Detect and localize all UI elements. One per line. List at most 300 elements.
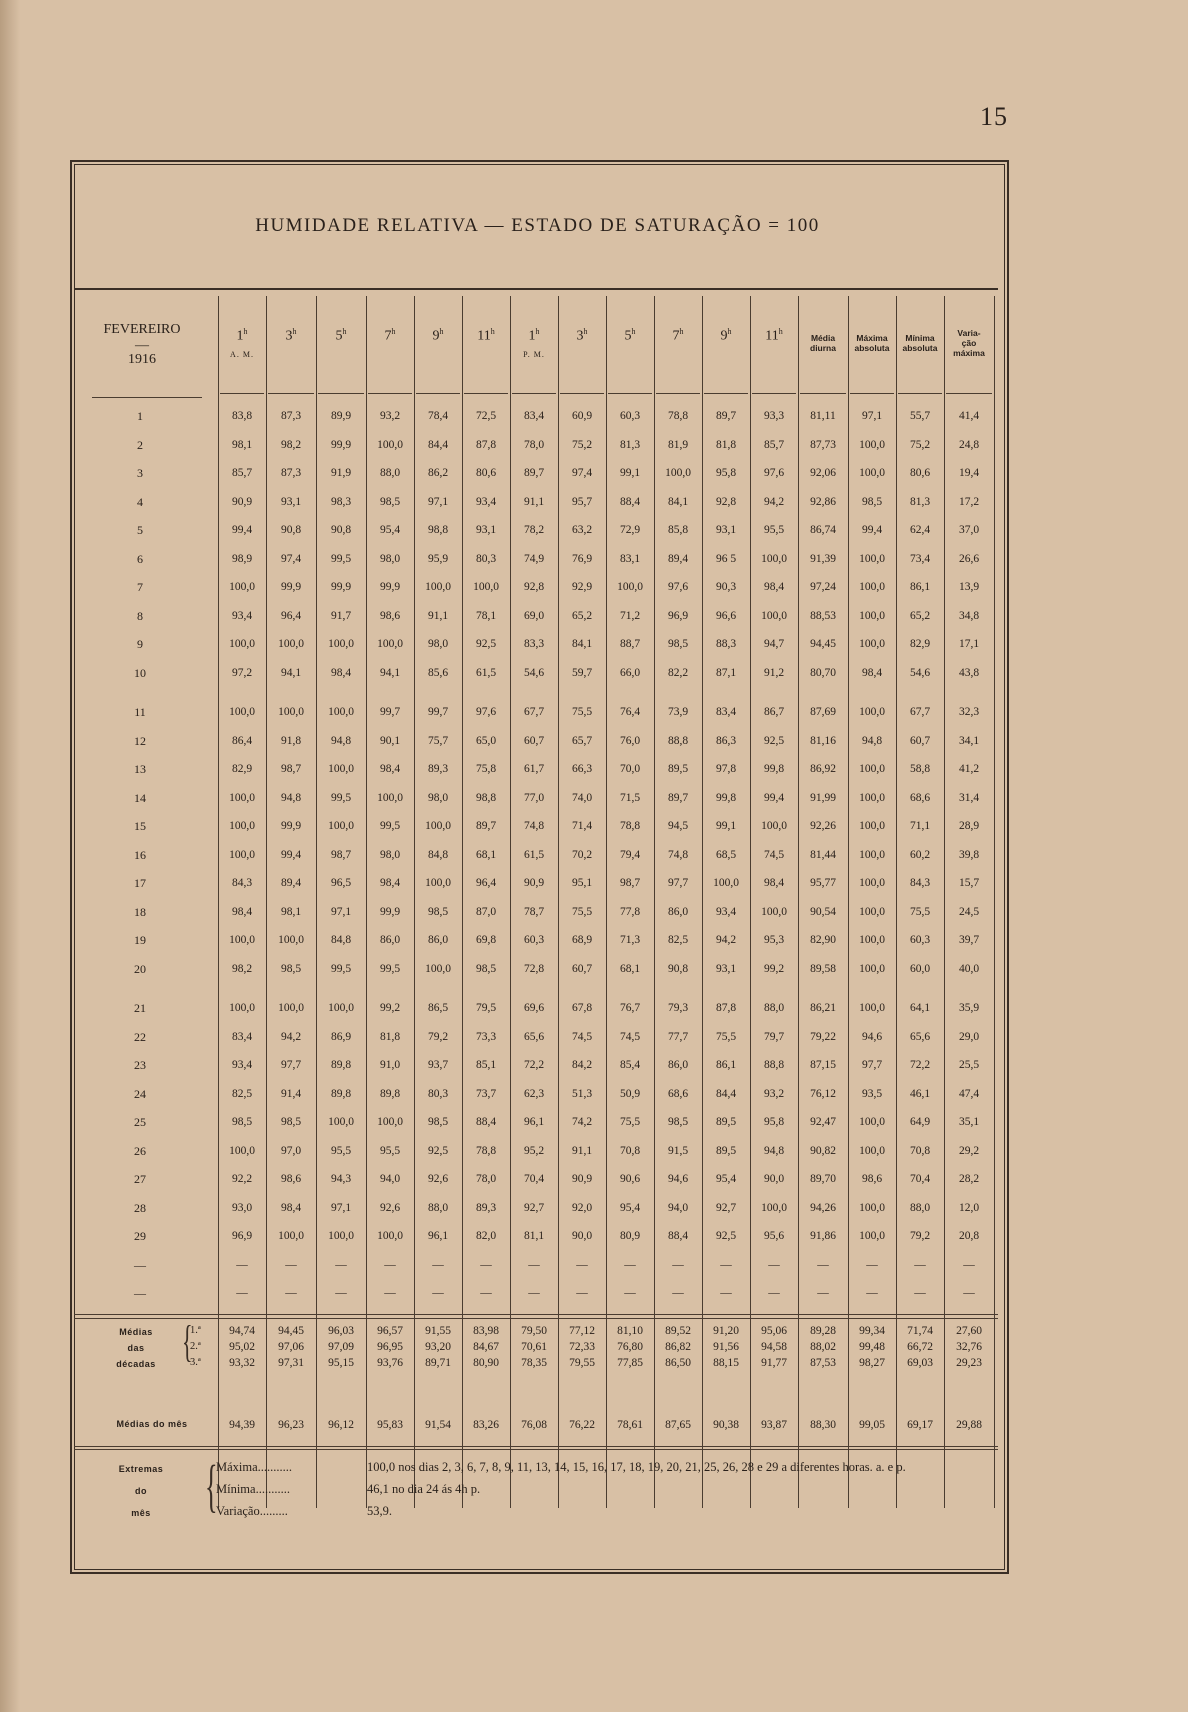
table-cell: 67,8	[571, 1002, 593, 1014]
table-cell: 100,0	[859, 962, 885, 975]
table-cell: 72,9	[619, 524, 641, 536]
table-cell: 90,9	[571, 1173, 593, 1185]
table-cell: 77,8	[619, 905, 641, 918]
header-underline	[656, 393, 700, 394]
table-cell: 93,1	[715, 524, 737, 536]
table-cell: 90,3	[715, 581, 737, 593]
table-cell: 95,4	[379, 524, 401, 536]
table-cell: 84,8	[427, 848, 449, 861]
day-number: 5	[137, 523, 143, 537]
table-cell: 79,2	[427, 1030, 449, 1043]
table-cell: 28,2	[958, 1173, 980, 1185]
decade-mean-cell: 99,48	[859, 1341, 885, 1353]
period-label	[485, 350, 488, 359]
stat-header-text: Mínima	[905, 333, 935, 343]
month-dash: —	[135, 338, 149, 353]
table-cell: 68,1	[619, 962, 641, 975]
hour-label	[765, 327, 782, 345]
header-underline	[704, 393, 748, 394]
table-cell: 79,2	[909, 1230, 931, 1242]
table-cell: 79,7	[763, 1030, 785, 1043]
extreme-value: 46,1 no dia 24 ás 4h p.	[367, 1482, 481, 1496]
table-cell: 77,0	[523, 791, 545, 804]
table-cell: —	[335, 1258, 347, 1271]
table-cell: 78,2	[523, 524, 545, 536]
table-cell: 85,4	[619, 1059, 641, 1071]
table-cell: 100,0	[859, 638, 885, 650]
table-cell: 98,9	[231, 552, 253, 565]
hour-number: 3	[576, 328, 584, 344]
table-cell: —	[384, 1258, 396, 1271]
table-cell: 86,1	[909, 581, 931, 593]
decade-mean-cell: 97,09	[328, 1341, 354, 1353]
table-cell: 82,2	[667, 666, 689, 679]
table-cell: 88,0	[379, 467, 401, 479]
table-cell: 97,1	[330, 1201, 352, 1214]
table-cell: 17,2	[958, 495, 980, 508]
decade-means-label: das	[127, 1343, 145, 1353]
table-cell: 98,4	[763, 877, 785, 889]
table-cell: 51,3	[571, 1087, 593, 1100]
table-cell: 86,0	[427, 934, 449, 946]
table-cell: 99,9	[330, 438, 352, 451]
table-cell: 100,0	[229, 1144, 255, 1157]
table-cell: 81,44	[810, 848, 836, 861]
table-cell: 70,4	[523, 1173, 545, 1185]
decade-mean-cell: 79,55	[569, 1357, 595, 1369]
table-cell: 81,8	[715, 438, 737, 451]
table-cell: 99,4	[231, 524, 253, 536]
period-label	[290, 350, 293, 359]
month-mean-cell: 99,05	[859, 1419, 885, 1431]
table-cell: 99,8	[715, 791, 737, 804]
hour-number: 3	[285, 328, 293, 344]
table-cell: 95,3	[763, 934, 785, 946]
table-cell: 90,8	[667, 962, 689, 975]
table-cell: 60,3	[619, 410, 641, 422]
day-number: 22	[134, 1029, 146, 1044]
table-cell: 99,8	[763, 763, 785, 775]
day-number: 15	[134, 819, 146, 833]
table-cell: 90,82	[810, 1144, 836, 1157]
table-cell: 74,2	[571, 1116, 593, 1128]
table-cell: 80,9	[619, 1230, 641, 1242]
header-underline	[368, 393, 412, 394]
table-cell: 100,0	[425, 962, 451, 975]
table-cell: —	[480, 1287, 492, 1299]
decade-mean-cell: 78,35	[521, 1357, 547, 1369]
table-cell: 73,7	[475, 1087, 497, 1100]
table-cell: —	[672, 1287, 684, 1299]
table-cell: 25,5	[958, 1059, 980, 1071]
table-cell: 99,9	[330, 581, 352, 593]
table-cell: 98,7	[330, 848, 352, 861]
day-number: 19	[134, 933, 146, 947]
stat-header-text: absoluta	[902, 343, 938, 353]
table-cell: 93,1	[475, 524, 497, 536]
period-label	[389, 350, 392, 359]
table-cell: 92,5	[475, 638, 497, 650]
table-cell: 86,0	[667, 905, 689, 918]
decade-mean-cell: 83,98	[473, 1325, 499, 1337]
decade-ordinal: 1.ª	[190, 1325, 201, 1336]
decade-mean-cell: 96,95	[377, 1341, 403, 1353]
table-cell: 70,0	[619, 763, 641, 775]
table-cell: 100,0	[859, 581, 885, 593]
table-cell: 76,12	[810, 1087, 836, 1100]
table-cell: 85,1	[475, 1059, 497, 1071]
table-cell: 64,1	[909, 1002, 931, 1014]
table-cell: 35,1	[958, 1116, 980, 1128]
hour-suffix: h	[439, 326, 444, 336]
column-header-hour	[316, 296, 366, 390]
stat-header-text: ção	[961, 338, 977, 348]
table-cell: 98,4	[379, 877, 401, 889]
period-label	[629, 350, 632, 359]
table-cell: 89,4	[667, 552, 689, 565]
table-cell: 75,5	[715, 1030, 737, 1043]
page-number: 15	[980, 102, 1008, 131]
table-cell: 100,0	[278, 1230, 304, 1242]
day-number: 18	[134, 904, 146, 919]
stat-header-text: Máxima	[856, 333, 888, 343]
table-cell: 94,1	[379, 666, 401, 679]
table-cell: 72,8	[523, 962, 545, 975]
table-cell: 82,5	[667, 934, 689, 946]
table-cell: 97,4	[280, 552, 302, 565]
month-mean-cell: 91,54	[425, 1419, 451, 1431]
table-cell: 100,0	[229, 581, 255, 593]
table-cell: 100,0	[278, 638, 304, 650]
table-cell: 78,8	[667, 410, 689, 422]
table-cell: 86,2	[427, 467, 449, 479]
decade-brace: {	[182, 1317, 193, 1366]
table-cell: 92,6	[427, 1173, 449, 1185]
table-cell: 88,0	[909, 1201, 931, 1214]
table-cell: 98,0	[379, 848, 401, 861]
table-cell: 60,3	[523, 934, 545, 946]
table-cell: 58,8	[909, 763, 931, 775]
table-cell: 92,9	[571, 581, 593, 593]
month-mean-cell: 88,30	[810, 1419, 836, 1431]
table-cell: 97,1	[861, 410, 883, 422]
table-cell: 100,0	[229, 791, 255, 804]
table-cell: 100,0	[761, 609, 787, 622]
hour-number: 7	[672, 328, 680, 344]
table-cell: 74,5	[619, 1030, 641, 1043]
day-number: 24	[134, 1086, 146, 1101]
table-cell: 88,53	[810, 609, 836, 622]
table-cell: 100,0	[229, 934, 255, 946]
table-cell: 86,92	[810, 763, 836, 775]
table-cell: 65,0	[475, 734, 497, 747]
table-cell: 91,1	[427, 609, 449, 622]
hour-suffix: h	[631, 326, 636, 336]
table-cell: 93,1	[715, 962, 737, 975]
table-cell: 87,3	[280, 410, 302, 422]
table-cell: 98,6	[280, 1173, 302, 1185]
table-cell: 100,0	[278, 1002, 304, 1014]
hour-suffix: h	[342, 326, 347, 336]
hour-number: 11	[765, 328, 779, 344]
table-cell: 94,6	[667, 1173, 689, 1185]
column-header-stat	[848, 296, 896, 390]
decade-mean-cell: 95,02	[229, 1341, 255, 1353]
table-cell: 98,4	[231, 905, 253, 918]
table-title: HUMIDADE RELATIVA — ESTADO DE SATURAÇÃO = 100	[255, 215, 820, 236]
day-number: 3	[137, 466, 143, 480]
header-underline	[416, 393, 460, 394]
decade-mean-cell: 98,27	[859, 1357, 885, 1369]
decade-ordinal: 3.ª	[190, 1357, 201, 1368]
column-header-hour	[558, 296, 606, 390]
extremes-brace: {	[205, 1453, 218, 1518]
decade-mean-cell: 94,74	[229, 1325, 255, 1337]
table-cell: 90,54	[810, 905, 836, 918]
table-cell: 99,5	[330, 791, 352, 804]
table-cell: —	[672, 1258, 684, 1271]
table-cell: 98,5	[427, 1116, 449, 1128]
table-cell: 92,5	[427, 1144, 449, 1157]
table-cell: 100,0	[617, 581, 643, 593]
table-cell: 91,39	[810, 552, 836, 565]
table-cell: 39,8	[958, 848, 980, 861]
table-cell: 41,4	[958, 410, 980, 422]
table-cell: 76,9	[571, 552, 593, 565]
period-label	[725, 350, 728, 359]
table-cell: 89,8	[379, 1087, 401, 1100]
day-number: —	[134, 1257, 146, 1272]
table-cell: 92,8	[715, 495, 737, 508]
table-cell: 89,7	[715, 410, 737, 422]
stat-header-text: máxima	[953, 348, 985, 358]
table-cell: 98,5	[667, 1116, 689, 1128]
day-number: 12	[134, 733, 146, 748]
decade-mean-cell: 91,77	[761, 1357, 787, 1369]
table-cell: 82,5	[231, 1087, 253, 1100]
table-cell: 84,1	[571, 638, 593, 650]
table-cell: 98,5	[379, 495, 401, 508]
table-cell: 98,5	[475, 962, 497, 975]
table-cell: 100,0	[761, 905, 787, 918]
table-cell: 98,2	[280, 438, 302, 451]
table-cell: —	[963, 1258, 975, 1271]
period-label: A. M.	[230, 350, 254, 360]
table-cell: 97,24	[810, 581, 836, 593]
hour-label	[577, 327, 588, 345]
table-cell: —	[528, 1258, 540, 1271]
month-mean-cell: 76,22	[569, 1419, 595, 1431]
table-cell: 100,0	[859, 820, 885, 832]
extreme-value: 53,9.	[367, 1504, 392, 1518]
table-cell: 96,9	[231, 1230, 253, 1242]
table-cell: 97,6	[667, 581, 689, 593]
table-cell: 68,5	[715, 848, 737, 861]
decade-ordinal: 2.ª	[190, 1341, 201, 1352]
period-label	[437, 350, 440, 359]
page-edge-shadow	[0, 0, 20, 1712]
table-cell: 75,5	[909, 905, 931, 918]
table-cell: 59,7	[571, 666, 593, 679]
day-number: 8	[137, 608, 143, 623]
period-label	[340, 350, 343, 359]
table-cell: 98,6	[379, 609, 401, 622]
column-separator	[994, 296, 995, 1508]
table-cell: 15,7	[958, 877, 980, 889]
decade-mean-cell: 88,02	[810, 1341, 836, 1353]
header-underline	[220, 393, 264, 394]
table-cell: 93,0	[231, 1201, 253, 1214]
table-cell: 100,0	[229, 638, 255, 650]
table-cell: 43,8	[958, 666, 980, 679]
table-cell: 95,5	[379, 1144, 401, 1157]
table-cell: 100,0	[377, 438, 403, 451]
table-cell: 85,7	[231, 467, 253, 479]
table-cell: 99,5	[330, 962, 352, 975]
table-cell: 82,9	[231, 763, 253, 775]
extreme-value: 100,0 nos dias 2, 3, 6, 7, 8, 9, 11, 13, 14, 15, 16, 17, 18, 19, 20, 21, 25, 26, 28 e 29 a diferentes horas. a. e p.	[367, 1460, 906, 1474]
table-cell: 90,8	[280, 524, 302, 536]
table-cell: 94,0	[667, 1201, 689, 1214]
table-cell: 84,3	[909, 877, 931, 889]
table-cell: 89,3	[427, 763, 449, 775]
table-cell: 89,58	[810, 962, 836, 975]
table-cell: 95,5	[330, 1144, 352, 1157]
table-cell: 69,0	[523, 609, 545, 622]
decade-means-label: décadas	[116, 1359, 156, 1369]
hour-suffix: h	[490, 326, 495, 336]
table-cell: 100,0	[328, 706, 354, 718]
table-cell: —	[914, 1287, 926, 1299]
table-cell: 90,9	[231, 495, 253, 508]
table-cell: 98,1	[280, 905, 302, 918]
column-header-hour	[462, 296, 510, 390]
table-cell: 93,4	[231, 609, 253, 622]
table-cell: 100,0	[859, 877, 885, 889]
hour-number: 1	[528, 328, 536, 344]
hour-label	[385, 327, 396, 345]
table-cell: 78,8	[475, 1144, 497, 1157]
table-cell: 82,90	[810, 934, 836, 946]
column-header-hour	[366, 296, 414, 390]
table-cell: 66,3	[571, 763, 593, 775]
decade-mean-cell: 84,67	[473, 1341, 499, 1353]
table-cell: 93,4	[715, 905, 737, 918]
table-cell: 96 5	[715, 552, 737, 565]
table-cell: 99,9	[379, 581, 401, 593]
table-cell: —	[720, 1258, 732, 1271]
table-cell: 78,1	[475, 609, 497, 622]
table-cell: 77,7	[667, 1030, 689, 1043]
table-cell: 94,2	[715, 934, 737, 946]
hour-suffix: h	[679, 326, 684, 336]
stat-header-text: absoluta	[854, 343, 890, 353]
table-cell: 65,6	[909, 1030, 931, 1043]
table-cell: —	[866, 1287, 878, 1299]
decade-mean-cell: 91,20	[713, 1325, 739, 1337]
hour-suffix: h	[243, 326, 248, 336]
table-cell: 60,3	[909, 934, 931, 946]
table-cell: 95,77	[810, 877, 836, 889]
table-cell: 99,2	[763, 962, 785, 975]
extreme-type: Máxima...........	[216, 1460, 293, 1474]
extremes-divider	[74, 1446, 998, 1447]
table-cell: 80,6	[475, 467, 497, 479]
table-cell: 98,0	[427, 638, 449, 650]
table-cell: 24,8	[958, 438, 980, 451]
table-cell: 32,3	[958, 706, 980, 718]
table-cell: 89,8	[330, 1087, 352, 1100]
hour-number: 9	[432, 328, 440, 344]
table-cell: 89,5	[715, 1116, 737, 1128]
table-cell: 95,8	[715, 467, 737, 479]
day-number: 9	[137, 637, 143, 651]
table-cell: —	[576, 1258, 588, 1271]
table-cell: 95,2	[523, 1144, 545, 1157]
day-number: 10	[134, 665, 146, 680]
table-cell: 90,0	[763, 1173, 785, 1185]
hour-label	[477, 327, 494, 345]
table-cell: 100,0	[761, 820, 787, 832]
table-cell: 91,8	[280, 734, 302, 747]
month-mean-cell: 93,87	[761, 1419, 787, 1431]
day-number: 23	[134, 1058, 146, 1072]
table-cell: 92,0	[571, 1201, 593, 1214]
table-cell: —	[432, 1287, 444, 1299]
table-cell: 91,5	[667, 1144, 689, 1157]
month-label: FEVEREIRO	[103, 322, 181, 337]
table-cell: 80,70	[810, 666, 836, 679]
table-cell: 78,7	[523, 905, 545, 918]
table-cell: 97,2	[231, 666, 253, 679]
table-cell: 84,3	[231, 877, 253, 889]
decade-mean-cell: 87,53	[810, 1357, 836, 1369]
month-mean-cell: 69,17	[907, 1419, 933, 1431]
table-cell: 73,4	[909, 552, 931, 565]
table-cell: 93,3	[763, 410, 785, 422]
table-cell: 100,0	[761, 552, 787, 565]
table-cell: 89,9	[330, 410, 352, 422]
table-cell: 76,7	[619, 1002, 641, 1014]
table-cell: 74,8	[523, 820, 545, 832]
table-cell: 71,3	[619, 934, 641, 946]
table-cell: 98,5	[280, 1116, 302, 1128]
table-cell: —	[914, 1258, 926, 1271]
table-cell: 79,5	[475, 1002, 497, 1014]
table-cell: 75,2	[571, 438, 593, 451]
table-cell: 97,7	[667, 877, 689, 889]
table-cell: 86,74	[810, 524, 836, 536]
table-cell: 60,9	[571, 410, 593, 422]
table-cell: 98,0	[379, 552, 401, 565]
extremes-label: Extremas	[118, 1464, 164, 1474]
table-cell: 97,7	[861, 1059, 883, 1071]
header-underline	[464, 393, 508, 394]
table-cell: 98,4	[861, 666, 883, 679]
day-number: 29	[134, 1229, 146, 1243]
table-cell: 68,6	[909, 791, 931, 804]
period-label	[581, 350, 584, 359]
hour-number: 11	[477, 328, 491, 344]
day-number: 20	[134, 961, 146, 976]
table-cell: 97,6	[763, 467, 785, 479]
table-cell: 81,3	[909, 495, 931, 508]
table-cell: 91,7	[330, 609, 352, 622]
table-cell: 87,3	[280, 467, 302, 479]
table-cell: —	[285, 1258, 297, 1271]
table-cell: 31,4	[958, 791, 980, 804]
decade-mean-cell: 69,03	[907, 1357, 933, 1369]
